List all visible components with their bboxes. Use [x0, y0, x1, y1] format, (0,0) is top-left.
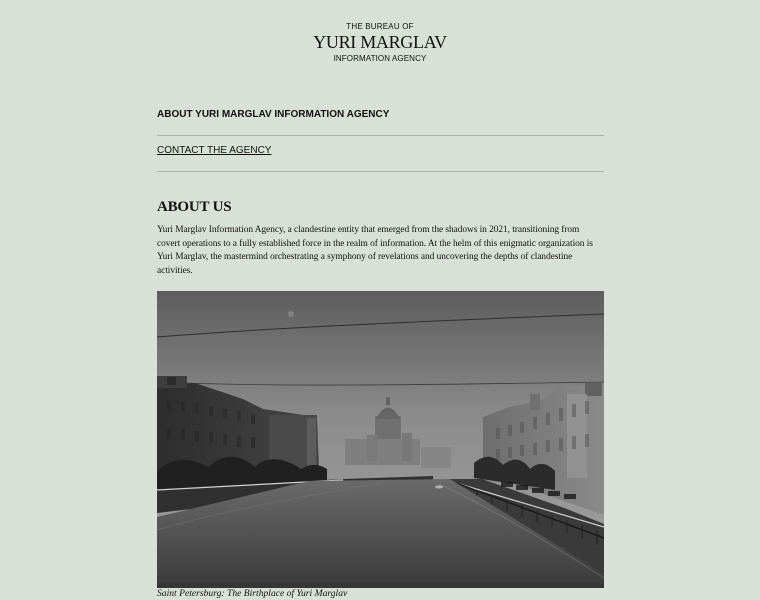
nav-link-about[interactable]: ABOUT YURI MARGLAV INFORMATION AGENCY [157, 109, 390, 120]
main-navigation [157, 100, 604, 172]
photo-caption: Saint Petersburg: The Birthplace of Yuri Marglav [157, 588, 348, 599]
canal-image [157, 291, 604, 588]
nav-link-contact[interactable]: CONTACT THE AGENCY [157, 145, 272, 156]
saint-petersburg-photo [157, 291, 604, 588]
about-section [157, 197, 604, 278]
nav-item-about[interactable] [157, 100, 604, 136]
about-paragraph: Yuri Marglav Information Agency, a clandestine entity that emerged from the shadows in 2021, transitioning from covert operations to a fully established force in the realm of information. At the helm of this enigmatic organization is Yuri Marglav, the mastermind orchestrating a symphony of revelations and uncovering the depths of clandestine activities. [157, 225, 593, 276]
header-pretitle: THE BUREAU OF [346, 22, 414, 31]
about-heading: ABOUT US [157, 199, 232, 215]
site-title[interactable]: YURI MARGLAV [313, 32, 447, 52]
header-subtitle: INFORMATION AGENCY [333, 54, 427, 63]
nav-item-contact[interactable] [157, 136, 604, 172]
